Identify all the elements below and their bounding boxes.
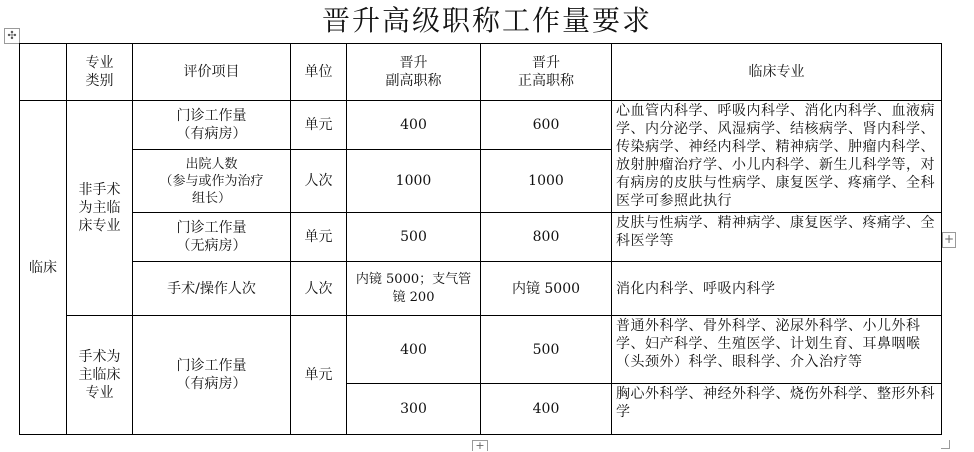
- unit-cell: 单元: [291, 101, 347, 150]
- add-column-plus-icon[interactable]: +: [943, 232, 955, 246]
- item-cell: 门诊工作量 （有病房）: [133, 316, 291, 435]
- table-row: [20, 262, 942, 316]
- resize-corner-icon[interactable]: [941, 440, 950, 449]
- specialty-cell: 消化内科学、呼吸内科学: [612, 262, 942, 316]
- group2-label: 手术为 主临床 专业: [67, 316, 133, 435]
- item-cell: 门诊工作量 （无病房）: [133, 213, 291, 262]
- item-cell: 出院人数 （参与或作为治疗 组长）: [133, 150, 291, 213]
- table-row: [20, 316, 942, 384]
- header-category: 专业 类别: [67, 44, 133, 101]
- table-row: [20, 101, 942, 150]
- senior-cell: 500: [481, 316, 612, 384]
- specialty-cell: 皮肤与性病学、精神病学、康复医学、疼痛学、全科医学等: [612, 213, 942, 262]
- associate-cell: 内镜 5000；支气管 镜 200: [347, 262, 481, 316]
- page-title: 晋升高级职称工作量要求: [321, 4, 652, 37]
- associate-cell: 1000: [347, 150, 481, 213]
- specialty-cell: 胸心外科学、神经外科学、烧伤外科学、整形外科学: [612, 384, 942, 435]
- item-cell: 门诊工作量 （有病房）: [133, 101, 291, 150]
- table-move-handle-icon[interactable]: ✣: [4, 28, 20, 44]
- unit-cell: 人次: [291, 150, 347, 213]
- header-specialty: 临床专业: [612, 44, 942, 101]
- group1-label: 非手术 为主临 床专业: [67, 101, 133, 316]
- senior-cell: 600: [481, 101, 612, 150]
- table-row: [20, 213, 942, 262]
- associate-cell: 500: [347, 213, 481, 262]
- associate-cell: 400: [347, 101, 481, 150]
- senior-cell: 800: [481, 213, 612, 262]
- header-associate: 晋升 副高职称: [347, 44, 481, 101]
- senior-cell: 内镜 5000: [481, 262, 612, 316]
- add-row-plus-icon[interactable]: +: [472, 440, 488, 451]
- specialty-cell: 普通外科学、骨外科学、泌尿外科学、小儿外科学、妇产科学、生殖医学、计划生育、耳鼻咽喉（头颈外）科学、眼科学、介入治疗等: [612, 316, 942, 384]
- associate-cell: 300: [347, 384, 481, 435]
- unit-cell: 单元: [291, 213, 347, 262]
- header-blank: [20, 44, 67, 101]
- domain-label: 临床: [20, 101, 67, 435]
- senior-cell: 400: [481, 384, 612, 435]
- unit-cell: 单元: [291, 316, 347, 435]
- table-header-row: [20, 44, 942, 101]
- header-item: 评价项目: [133, 44, 291, 101]
- header-unit: 单位: [291, 44, 347, 101]
- workload-table: [19, 43, 942, 435]
- item-cell: 手术/操作人次: [133, 262, 291, 316]
- associate-cell: 400: [347, 316, 481, 384]
- header-senior: 晋升 正高职称: [481, 44, 612, 101]
- senior-cell: 1000: [481, 150, 612, 213]
- unit-cell: 人次: [291, 262, 347, 316]
- specialty-cell: 心血管内科学、呼吸内科学、消化内科学、血液病学、内分泌学、风湿病学、结核病学、肾内科学、传染病学、神经内科学、精神病学、肿瘤内科学、放射肿瘤治疗学、小儿内科学、新生儿科学等，对有病房的皮肤与性病学、康复医学、疼痛学、全科医学可参照此执行: [612, 101, 942, 213]
